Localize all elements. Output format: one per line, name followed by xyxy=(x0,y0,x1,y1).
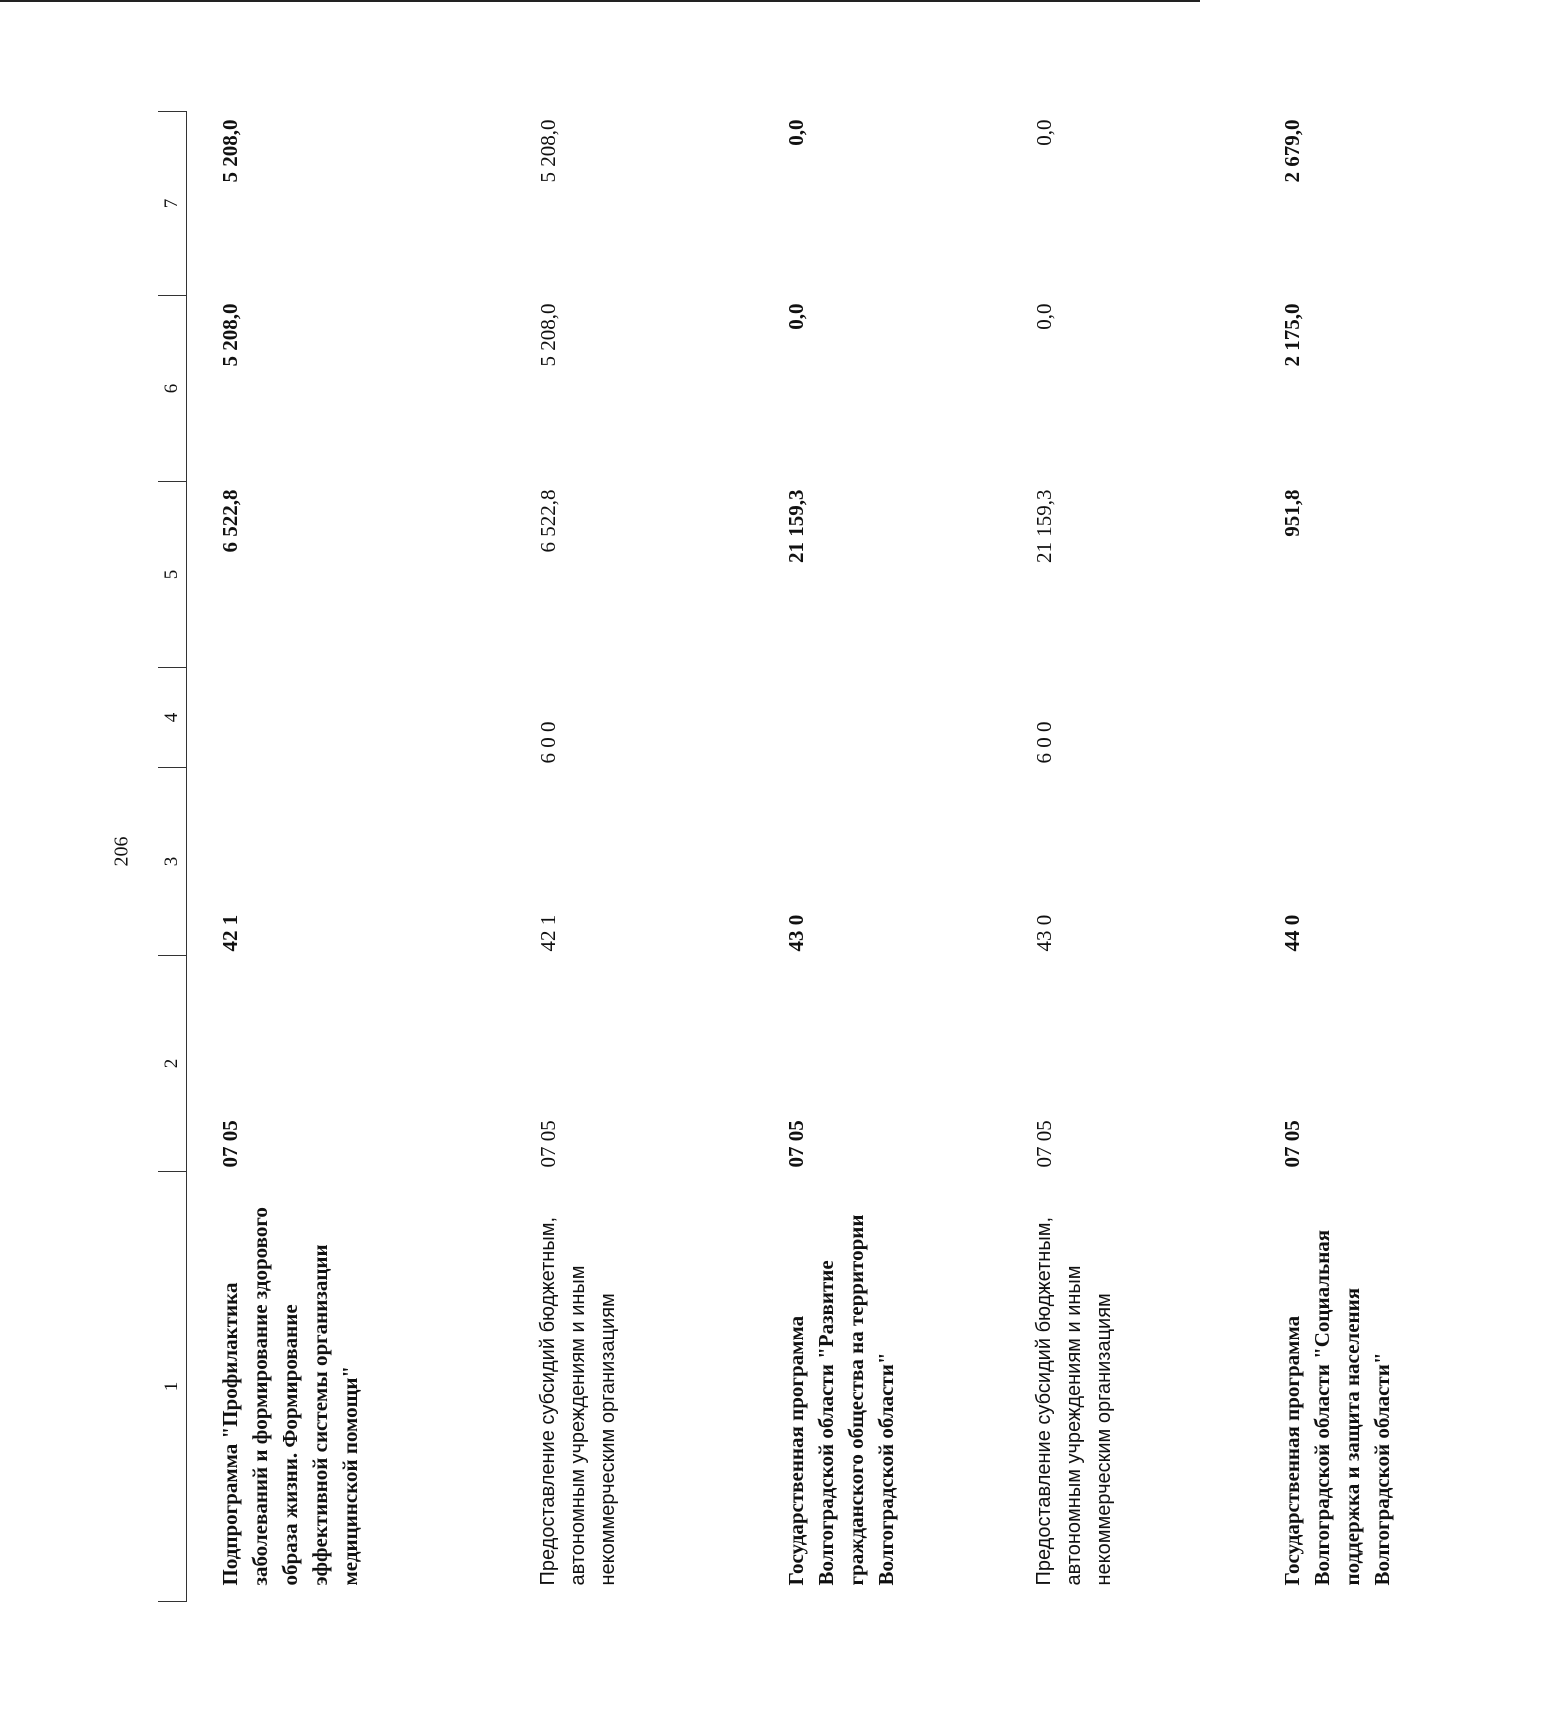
cell-value-6: 2 175,0 xyxy=(1280,303,1304,367)
row-name: Подпрограмма "Профилактика заболеваний и формирование здорового образа жизни. Формирование эффективной системы организации медицинской помощи" xyxy=(218,1207,362,1586)
cell-target: 43 0 xyxy=(784,914,808,952)
cell-expense-type: 6 0 0 xyxy=(536,721,560,764)
cell-expense-type xyxy=(753,668,1001,768)
header-col-5: 5 xyxy=(158,482,187,668)
cell-target: 42 1 xyxy=(536,914,560,952)
row-name: Предоставление субсидий бюджетным, автономным учреждениям и иным некоммерческим организациям xyxy=(537,1217,619,1586)
cell-value-5: 21 159,3 xyxy=(1032,489,1056,563)
header-col-4: 4 xyxy=(158,668,187,768)
cell-value-7: 5 208,0 xyxy=(536,119,560,183)
cell-value-7: 0,0 xyxy=(1032,119,1056,146)
page-number: 206 xyxy=(110,836,133,867)
table-row xyxy=(505,112,753,1602)
row-name: Государственная программа Волгоградской области "Социальная поддержка и защита населения Волгоградской области" xyxy=(1280,1229,1394,1586)
cell-value-7: 2 679,0 xyxy=(1280,119,1304,183)
cell-expense-type: 6 0 0 xyxy=(1032,721,1056,764)
cell-target: 42 1 xyxy=(218,914,242,952)
cell-value-5: 6 522,8 xyxy=(218,489,242,553)
budget-table xyxy=(158,111,1557,1602)
rotated-table-wrapper xyxy=(158,112,1394,1602)
table-row xyxy=(753,112,1001,1602)
cell-section: 07 05 xyxy=(1280,1120,1304,1168)
cell-value-6: 0,0 xyxy=(1032,303,1056,330)
header-col-7: 7 xyxy=(158,112,187,296)
cell-value-6: 5 208,0 xyxy=(536,303,560,367)
cell-value-5: 6 522,8 xyxy=(536,489,560,553)
cell-expense-type xyxy=(1249,668,1557,768)
cell-value-6: 0,0 xyxy=(784,303,808,330)
cell-section: 07 05 xyxy=(784,1120,808,1168)
table-row xyxy=(1001,112,1249,1602)
cell-target: 43 0 xyxy=(1032,914,1056,952)
header-col-6: 6 xyxy=(158,296,187,482)
cell-section: 07 05 xyxy=(536,1120,560,1168)
cell-target: 44 0 xyxy=(1280,914,1304,952)
cell-value-6: 5 208,0 xyxy=(218,303,242,367)
cell-section: 07 05 xyxy=(218,1120,242,1168)
header-col-2: 2 xyxy=(158,956,187,1172)
header-col-3: 3 xyxy=(158,768,187,956)
cell-section: 07 05 xyxy=(1032,1120,1056,1168)
header-row xyxy=(158,112,187,1602)
cell-expense-type xyxy=(187,668,506,768)
cell-value-5: 21 159,3 xyxy=(784,489,808,563)
row-name: Предоставление субсидий бюджетным, автономным учреждениям и иным некоммерческим организациям xyxy=(1033,1217,1115,1586)
row-name: Государственная программа Волгоградской области "Развитие гражданского общества на территории Волгоградской области" xyxy=(784,1214,898,1586)
cell-value-7: 5 208,0 xyxy=(218,119,242,183)
table-row xyxy=(187,112,506,1602)
header-col-1: 1 xyxy=(158,1172,187,1602)
table-row xyxy=(1249,112,1557,1602)
cell-value-5: 951,8 xyxy=(1280,489,1304,537)
cell-value-7: 0,0 xyxy=(784,119,808,146)
scan-edge xyxy=(0,0,1200,2)
